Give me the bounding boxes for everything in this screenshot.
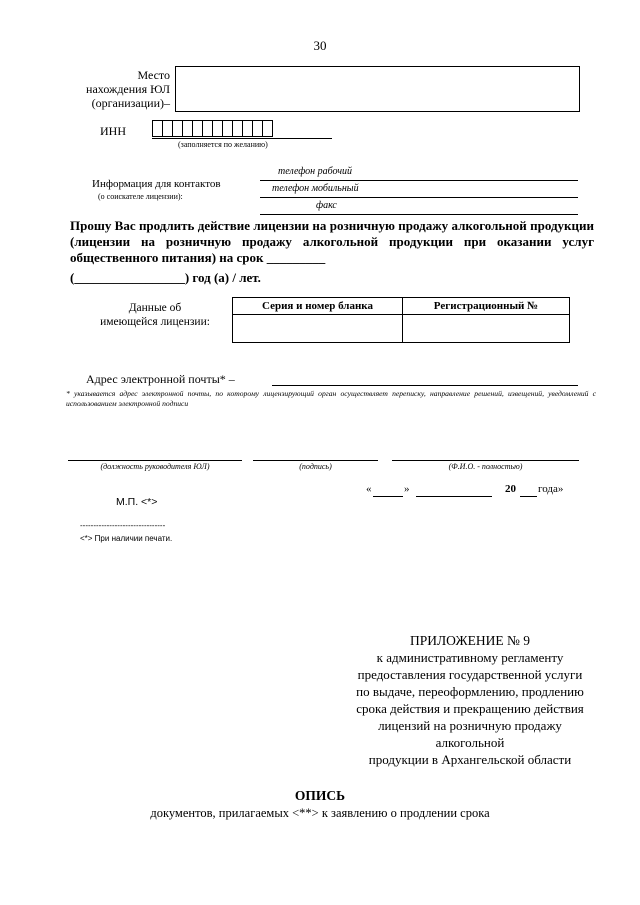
date-month-line[interactable] xyxy=(416,496,492,497)
phone-work-line[interactable] xyxy=(260,180,578,181)
license-data-label-line: имеющейся лицензии: xyxy=(100,316,210,328)
inn-hint: (заполняется по желанию) xyxy=(178,140,268,149)
name-caption: (Ф.И.О. - полностью) xyxy=(448,462,523,471)
license-series-cell[interactable] xyxy=(233,315,403,343)
annex-line: к административному регламенту xyxy=(376,650,564,665)
request-term-line: (_________________) год (а) / лет. xyxy=(70,270,261,285)
annex-line: продукции в Архангельской области xyxy=(368,752,572,767)
license-data-label-line: Данные об xyxy=(128,302,182,314)
license-data-label xyxy=(86,301,224,329)
inventory-title: ОПИСЬ xyxy=(294,788,346,803)
inn-underline xyxy=(152,138,332,139)
date-year-line[interactable] xyxy=(520,496,537,497)
location-label-line: Место xyxy=(137,68,170,82)
contacts-sublabel: (о соискателе лицензии): xyxy=(98,192,183,201)
date-day-line[interactable] xyxy=(373,496,403,497)
date-year-suffix: года» xyxy=(538,483,564,495)
fax-line[interactable] xyxy=(260,214,578,215)
location-label xyxy=(60,68,170,110)
inn-label: ИНН xyxy=(100,124,126,138)
contacts-label: Информация для контактов xyxy=(92,178,221,190)
signature-line[interactable] xyxy=(253,460,378,461)
license-table xyxy=(232,297,570,343)
annex-line: срока действия и прекращению действия xyxy=(356,701,584,716)
stamp-mark: М.П. <*> xyxy=(116,496,158,508)
email-label: Адрес электронной почты* – xyxy=(86,372,235,386)
license-col-series: Серия и номер бланка xyxy=(233,298,403,315)
name-line[interactable] xyxy=(392,460,579,461)
annex-line: лицензий на розничную продажу xyxy=(378,718,562,733)
inn-cell[interactable] xyxy=(262,120,273,137)
annex-line: предоставления государственной услуги xyxy=(357,667,583,682)
inn-cells[interactable] xyxy=(152,120,273,137)
location-label-line: нахождения ЮЛ xyxy=(86,82,170,96)
footnote-separator: -------------------------------- xyxy=(80,521,166,530)
stamp-footnote: <*> При наличии печати. xyxy=(80,534,173,543)
location-input-box[interactable] xyxy=(175,66,580,112)
license-col-regnum: Регистрационный № xyxy=(403,298,570,315)
fax-label: факс xyxy=(316,200,337,211)
signature-caption: (подпись) xyxy=(299,462,332,471)
location-label-line: (организации)– xyxy=(91,96,170,110)
license-regnum-cell[interactable] xyxy=(403,315,570,343)
phone-mobile-label: телефон мобильный xyxy=(272,183,359,194)
annex-line: по выдаче, переоформлению, продлению xyxy=(356,684,584,699)
date-year-prefix: 20 xyxy=(505,483,516,495)
date-open-quote: « xyxy=(366,483,372,495)
email-line[interactable] xyxy=(272,385,578,386)
annex-title: ПРИЛОЖЕНИЕ № 9 xyxy=(409,633,531,648)
email-note: * указывается адрес электронной почты, по которому лицензирующий орган осуществляет переписку, направление решений, извещений, уведомлений с использованием электронной подписи xyxy=(66,389,596,408)
position-caption: (должность руководителя ЮЛ) xyxy=(100,462,210,471)
page-number: 30 xyxy=(313,38,327,53)
request-paragraph: Прошу Вас продлить действие лицензии на розничную продажу алкогольной продукции (лицензии на розничную продажу алкогольной продукции при оказании услуг общественного питания) на срок _________ xyxy=(70,218,594,265)
date-close-quote: » xyxy=(404,483,410,495)
position-line[interactable] xyxy=(68,460,242,461)
inventory-subtitle: документов, прилагаемых <**> к заявлению о продлении срока xyxy=(150,806,490,820)
phone-mobile-line[interactable] xyxy=(260,197,578,198)
annex-line: алкогольной xyxy=(435,735,505,750)
phone-work-label: телефон рабочий xyxy=(278,166,353,177)
annex-block xyxy=(300,632,640,768)
